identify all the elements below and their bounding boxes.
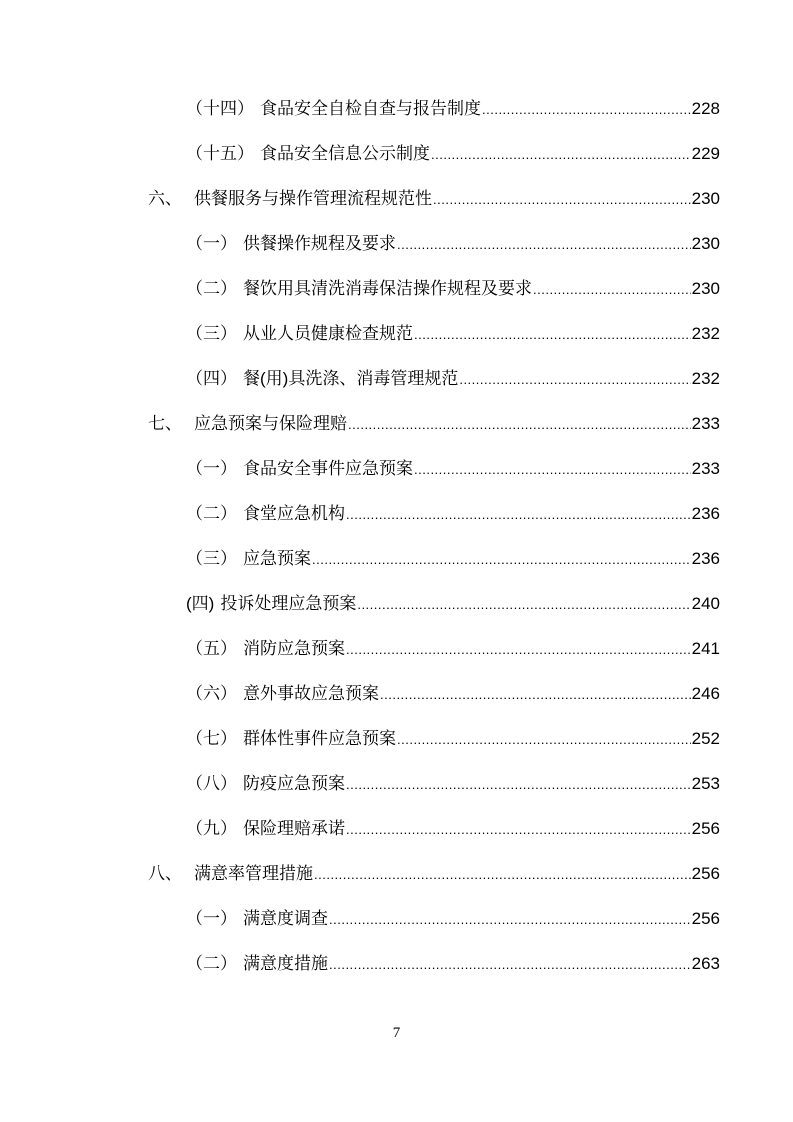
dot-leader — [431, 143, 691, 167]
toc-entry[interactable] — [186, 277, 720, 301]
toc-entry-title: 从业人员健康检查规范 — [243, 324, 413, 343]
toc-entry-page: 230 — [691, 279, 720, 298]
toc-entry-page: 256 — [691, 909, 720, 928]
toc-entry-number: （四） — [186, 369, 237, 388]
toc-entry-number: 七、 — [148, 414, 182, 433]
toc-entry-page: 252 — [691, 729, 720, 748]
toc-entry-number: （二） — [186, 954, 237, 973]
toc-entry-page: 240 — [691, 594, 720, 613]
toc-entry-title: 满意度调查 — [243, 909, 328, 928]
toc-entry-title: 满意度措施 — [243, 954, 328, 973]
toc-entry[interactable] — [186, 547, 720, 571]
toc-entry[interactable] — [186, 97, 720, 121]
dot-leader — [314, 863, 691, 887]
toc-entry-number: （九） — [186, 819, 237, 838]
toc-entry[interactable] — [186, 142, 720, 166]
toc-entry[interactable] — [186, 682, 720, 706]
toc-entry-title: 餐饮用具清洗消毒保洁操作规程及要求 — [243, 279, 532, 298]
toc-entry-number: （六） — [186, 684, 237, 703]
toc-entry-page: 263 — [691, 954, 720, 973]
toc-entry[interactable] — [186, 952, 720, 976]
toc-entry-page: 233 — [691, 459, 720, 478]
dot-leader — [329, 908, 691, 932]
page-number: 7 — [392, 1025, 401, 1041]
toc-entry-title: 群体性事件应急预案 — [243, 729, 396, 748]
dot-leader — [329, 953, 691, 977]
dot-leader — [397, 728, 691, 752]
toc-entry-number: （三） — [186, 549, 237, 568]
toc-entry-number: (四) — [186, 594, 215, 613]
toc-entry-number: （二） — [186, 279, 237, 298]
dot-leader — [312, 548, 691, 572]
toc-entry-number: （一） — [186, 909, 237, 928]
toc-entry[interactable] — [186, 502, 720, 526]
dot-leader — [433, 188, 691, 212]
toc-entry[interactable] — [186, 457, 720, 481]
dot-leader — [346, 638, 691, 662]
toc-entry[interactable] — [186, 232, 720, 256]
toc-entry-page: 229 — [691, 144, 720, 163]
toc-entry[interactable] — [186, 907, 720, 931]
toc-entry-page: 230 — [691, 189, 720, 208]
dot-leader — [357, 593, 690, 617]
toc-entry-page: 246 — [691, 684, 720, 703]
toc-entry-page: 236 — [691, 549, 720, 568]
dot-leader — [346, 503, 691, 527]
toc-entry-page: 232 — [691, 324, 720, 343]
toc-entry-page: 236 — [691, 504, 720, 523]
toc-entry-number: （三） — [186, 324, 237, 343]
toc-entry[interactable] — [186, 727, 720, 751]
toc-entry-title: 投诉处理应急预案 — [220, 594, 357, 613]
dot-leader — [348, 413, 691, 437]
toc-entry-page: 256 — [691, 864, 720, 883]
toc-entry-number: （七） — [186, 729, 237, 748]
toc-entry-title: 满意率管理措施 — [194, 864, 313, 883]
toc-entry[interactable] — [186, 367, 720, 391]
toc-entry[interactable] — [186, 817, 720, 841]
toc-entry[interactable] — [186, 322, 720, 346]
toc-entry-title: 防疫应急预案 — [243, 774, 345, 793]
toc-entry-number: （一） — [186, 234, 237, 253]
dot-leader — [346, 773, 691, 797]
toc-entry-number: （一） — [186, 459, 237, 478]
toc-entry-number: 六、 — [148, 189, 182, 208]
toc-entry[interactable] — [186, 592, 720, 616]
toc-entry[interactable] — [186, 772, 720, 796]
toc-entry-page: 241 — [691, 639, 720, 658]
toc-entry-number: （十四） — [186, 99, 254, 118]
toc-entry-page: 253 — [691, 774, 720, 793]
dot-leader — [414, 458, 691, 482]
dot-leader — [533, 278, 691, 302]
toc-entry-title: 食堂应急机构 — [243, 504, 345, 523]
toc-entry-number: （十五） — [186, 144, 254, 163]
dot-leader — [459, 368, 690, 392]
toc-entry-page: 228 — [691, 99, 720, 118]
toc-entry-number: 八、 — [148, 864, 182, 883]
toc-entry-page: 232 — [691, 369, 720, 388]
toc-entry-title: 应急预案与保险理赔 — [194, 414, 347, 433]
toc-entry-page: 230 — [691, 234, 720, 253]
toc-entry-title: 供餐服务与操作管理流程规范性 — [194, 189, 432, 208]
toc-entry[interactable] — [148, 187, 720, 211]
toc-entry-page: 256 — [691, 819, 720, 838]
toc-entry-number: （八） — [186, 774, 237, 793]
dot-leader — [380, 683, 691, 707]
dot-leader — [482, 98, 691, 122]
toc-entry-title: 保险理赔承诺 — [243, 819, 345, 838]
toc-entry-title: 食品安全信息公示制度 — [260, 144, 430, 163]
toc-entry-title: 食品安全自检自查与报告制度 — [260, 99, 481, 118]
toc-entry[interactable] — [148, 412, 720, 436]
toc-entry[interactable] — [148, 862, 720, 886]
dot-leader — [414, 323, 691, 347]
dot-leader — [397, 233, 691, 257]
toc-entry-title: 消防应急预案 — [243, 639, 345, 658]
toc-entry-title: 意外事故应急预案 — [243, 684, 379, 703]
toc-entry[interactable] — [186, 637, 720, 661]
toc-entry-title: 供餐操作规程及要求 — [243, 234, 396, 253]
toc-entry-title: 餐(用)具洗涤、消毒管理规范 — [243, 369, 459, 388]
toc-entry-number: （二） — [186, 504, 237, 523]
toc-entry-number: （五） — [186, 639, 237, 658]
dot-leader — [346, 818, 691, 842]
toc-entry-title: 食品安全事件应急预案 — [243, 459, 413, 478]
toc-entry-page: 233 — [691, 414, 720, 433]
toc-entry-title: 应急预案 — [243, 549, 311, 568]
